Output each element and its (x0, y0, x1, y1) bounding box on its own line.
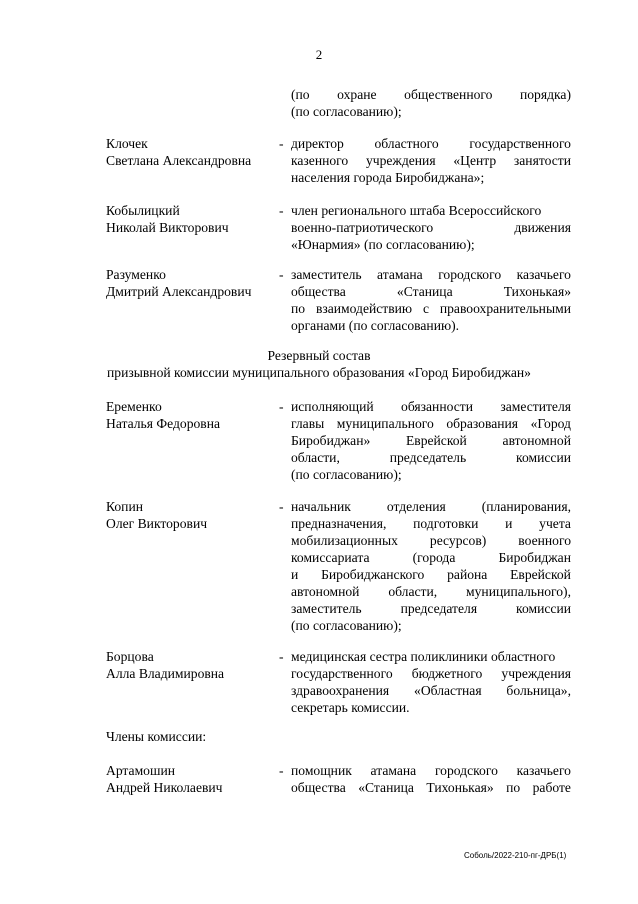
word: и (505, 516, 513, 531)
word: Еврейской (510, 567, 571, 582)
word: комиссии (516, 450, 571, 465)
word: общества (291, 780, 346, 795)
position-line (291, 617, 571, 634)
section-heading: призывной комиссии муниципального образования «Город Биробиджан» (107, 365, 531, 380)
members-heading: Члены комиссии: (106, 729, 207, 744)
given-names: Алла Владимировна (106, 666, 225, 681)
word: муниципального (336, 416, 434, 431)
word: по (291, 301, 306, 316)
word: секретарь комиссии. (291, 700, 410, 715)
word: (города (412, 550, 456, 565)
given-names: Андрей Николаевич (106, 780, 223, 795)
surname: Борцова (106, 649, 154, 664)
word: казачьего (516, 267, 571, 282)
dash-separator: - (279, 649, 284, 664)
position-line (291, 283, 571, 300)
word: «Областная (414, 683, 482, 698)
dash-separator: - (279, 203, 284, 218)
word: порядка) (519, 87, 571, 102)
dash-separator: - (279, 763, 284, 778)
word: «Станица (358, 780, 414, 795)
position-line (291, 317, 571, 334)
word: медицинская сестра поликлиники областного (291, 649, 556, 664)
word: Биробиджан (498, 550, 571, 565)
word: «Город (530, 416, 571, 431)
word: правоохранительными (439, 301, 571, 316)
word: автономной (502, 433, 571, 448)
dash-separator: - (279, 499, 284, 514)
word: начальник (291, 499, 351, 514)
word: охране (337, 87, 377, 102)
word: Биробиджан» (291, 433, 371, 448)
given-names: Олег Викторович (106, 516, 208, 531)
word: Тихонькая» (426, 780, 494, 795)
position-line (291, 169, 571, 186)
word: бюджетного (411, 666, 483, 681)
position-line (291, 515, 571, 532)
word: мобилизационных (291, 533, 398, 548)
word: (планирования, (481, 499, 571, 514)
word: «Юнармия» (по согласованию); (291, 237, 475, 252)
word: (по (291, 87, 310, 102)
word: района (447, 567, 488, 582)
position-line (291, 532, 571, 549)
section-heading: Резервный состав (267, 348, 371, 363)
word: помощник (291, 763, 352, 778)
word: казенного (291, 153, 349, 168)
word: больница», (506, 683, 571, 698)
word: военно-патриотического (291, 220, 434, 235)
word: заместителя (500, 399, 571, 414)
word: обязанности (401, 399, 473, 414)
word: образования (446, 416, 519, 431)
document-code: Соболь/2022-210-пг-ДРБ(1) (464, 851, 567, 860)
position-line (291, 300, 571, 317)
word: взаимодействию (315, 301, 413, 316)
word: здравоохранения (291, 683, 390, 698)
position-line (291, 219, 571, 236)
dash-separator: - (279, 267, 284, 282)
word: учреждения (365, 153, 436, 168)
word: Тихонькая» (503, 284, 571, 299)
word: (по согласованию); (291, 104, 402, 119)
position-line (291, 415, 571, 432)
position-line (291, 648, 571, 665)
given-names: Наталья Федоровна (106, 416, 221, 431)
word: военного (518, 533, 571, 548)
word: общества (291, 284, 346, 299)
surname: Артамошин (106, 763, 175, 778)
given-names: Николай Викторович (106, 220, 229, 235)
given-names: Дмитрий Александрович (106, 284, 252, 299)
word: председателя (400, 601, 478, 616)
word: ресурсов) (429, 533, 487, 548)
position-line (291, 600, 571, 617)
word: автономной (291, 584, 360, 599)
word: городского (434, 763, 498, 778)
word: общественного (404, 87, 493, 102)
word: движения (514, 220, 571, 235)
word: (по согласованию); (291, 467, 402, 482)
position-line (291, 549, 571, 566)
position-line (291, 432, 571, 449)
word: казачьего (516, 763, 571, 778)
position-line (291, 202, 571, 219)
word: комиссии (516, 601, 571, 616)
word: главы (291, 416, 325, 431)
word: «Станица (396, 284, 453, 299)
position-line (291, 135, 571, 152)
surname: Копин (106, 499, 144, 514)
word: учета (539, 516, 571, 531)
surname: Кобылицкий (106, 203, 180, 218)
position-line (291, 682, 571, 699)
word: предназначения, (291, 516, 387, 531)
word: заместитель (291, 601, 362, 616)
surname: Еременко (106, 399, 162, 414)
word: атамана (377, 267, 423, 282)
word: области, (291, 450, 340, 465)
word: государственного (469, 136, 571, 151)
word: областного (374, 136, 439, 151)
position-line (291, 762, 571, 779)
position-line (291, 152, 571, 169)
position-line (291, 498, 571, 515)
position-line (291, 236, 571, 253)
word: учреждения (501, 666, 571, 681)
word: занятости (513, 153, 571, 168)
word: отделения (386, 499, 446, 514)
word: (по согласованию); (291, 618, 402, 633)
dash-separator: - (279, 136, 284, 151)
word: член регионального штаба Всероссийского (291, 203, 542, 218)
position-line (291, 466, 571, 483)
word: государственного (291, 666, 393, 681)
word: директор (291, 136, 344, 151)
word: органами (по согласованию). (291, 318, 460, 333)
word: населения города Биробиджана»; (291, 170, 485, 185)
position-line (291, 583, 571, 600)
word: Еврейской (405, 433, 467, 448)
position-line (291, 699, 571, 716)
word: атамана (370, 763, 417, 778)
position-line (291, 449, 571, 466)
word: городского (438, 267, 502, 282)
given-names: Светлана Александровна (106, 153, 252, 168)
word: комиссариата (291, 550, 370, 565)
word: работе (532, 780, 571, 795)
word: с (422, 301, 429, 316)
word: председатель (389, 450, 467, 465)
word: муниципального), (466, 584, 571, 599)
word: исполняющий (291, 399, 374, 414)
surname: Клочек (106, 136, 148, 151)
word: заместитель (291, 267, 362, 282)
word: по (506, 780, 521, 795)
position-line (291, 266, 571, 283)
word: Биробиджанского (321, 567, 425, 582)
surname: Разуменко (106, 267, 166, 282)
page-number: 2 (315, 47, 323, 62)
word: «Центр (453, 153, 497, 168)
position-line (291, 665, 571, 682)
position-line (291, 566, 571, 583)
dash-separator: - (279, 399, 284, 414)
word: подготовки (413, 516, 479, 531)
position-line (291, 398, 571, 415)
word: и (291, 567, 299, 582)
position-line (291, 779, 571, 796)
position-line (291, 86, 571, 103)
position-line (291, 103, 571, 120)
word: области, (388, 584, 438, 599)
